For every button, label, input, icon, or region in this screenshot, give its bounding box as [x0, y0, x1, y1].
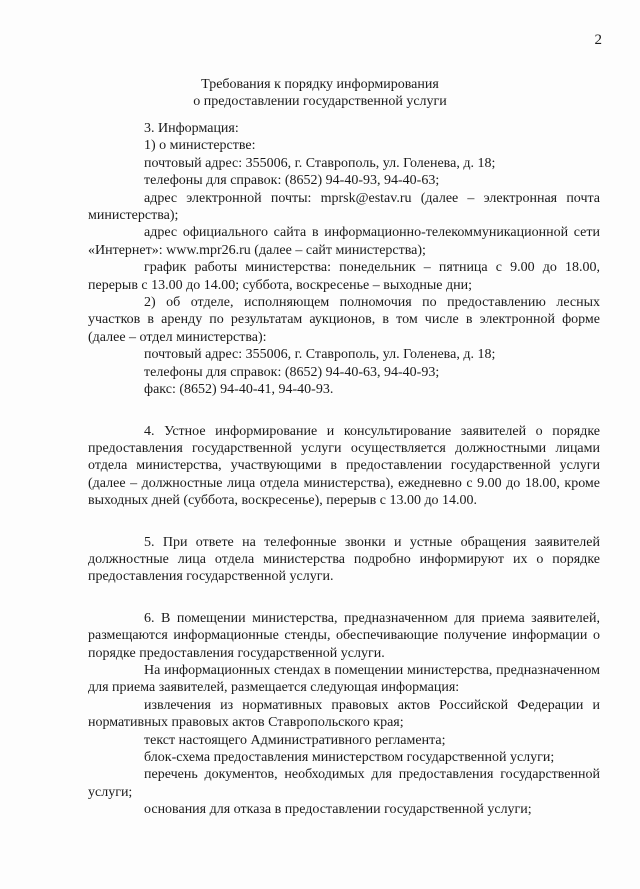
department-postal-address: почтовый адрес: 355006, г. Ставрополь, ул. Голенева, д. 18;	[144, 347, 496, 363]
stands-item-extracts: извлечения из нормативных правовых актов Российской Федерации и нормативных правовых актов Ставропольского края;	[88, 697, 600, 731]
ministry-email: адрес электронной почты: mprsk@estav.ru (далее – электронная почта министерства);	[88, 190, 600, 224]
title-line-1: Требования к порядку информирования	[201, 77, 439, 92]
ministry-phones: телефоны для справок: (8652) 94-40-93, 94-40-63;	[144, 173, 440, 189]
title-line-2: о предоставлении государственной услуги	[193, 94, 447, 109]
stands-item-regulation: текст настоящего Административного регламента;	[144, 732, 446, 748]
spacer	[88, 586, 600, 610]
stands-intro: На информационных стендах в помещении министерства, предназначенном для приема заявителей, размещается следующая информация:	[88, 662, 600, 696]
ministry-heading: 1) о министерстве:	[144, 138, 256, 154]
ministry-postal-address: почтовый адрес: 355006, г. Ставрополь, ул. Голенева, д. 18;	[144, 155, 496, 171]
section-3-heading: 3. Информация:	[144, 121, 239, 136]
section-5-paragraph: 5. При ответе на телефонные звонки и устные обращения заявителей должностные лица отдела министерства подробно информируют их о порядке предоставления государственной услуги.	[88, 534, 600, 585]
stands-item-refusal: основания для отказа в предоставлении государственной услуги;	[144, 802, 532, 818]
ministry-schedule: график работы министерства: понедельник – пятница с 9.00 до 18.00, перерыв с 13.00 до 14.00; суббота, воскресенье – выходные дни;	[88, 260, 600, 293]
spacer	[88, 510, 600, 534]
department-fax: факс: (8652) 94-40-41, 94-40-93.	[144, 382, 334, 398]
spacer	[88, 399, 600, 423]
document-body	[88, 120, 600, 819]
section-6-paragraph: 6. В помещении министерства, предназначенном для приема заявителей, размещаются информационные стенды, обеспечивающие получение информации о порядке предоставления государственной услуги.	[88, 610, 600, 661]
stands-item-documents: перечень документов, необходимых для предоставления государственной услуги;	[88, 767, 600, 800]
stands-item-flowchart: блок-схема предоставления министерством государственной услуги;	[144, 750, 555, 765]
ministry-website: адрес официального сайта в информационно-телекоммуникационной сети «Интернет»: www.mpr26.ru (далее – сайт министерства);	[88, 225, 600, 258]
department-heading: 2) об отделе, исполняющем полномочия по предоставлению лесных участков в аренду по результатам аукционов, в том числе в электронной форме (далее – отдел министерства):	[88, 295, 600, 345]
page-number: 2	[594, 32, 602, 48]
document-title	[0, 76, 640, 110]
section-4-paragraph: 4. Устное информирование и консультирование заявителей о порядке предоставления государственной услуги осуществляется должностными лицами отдела министерства, участвующими в предоставлении государственной услуги (далее – должностные лица отдела министерства), ежедневно с 9.00 до 18.00, кроме выходных дней (суббота, воскресенье), перерыв с 13.00 до 14.00.	[88, 423, 600, 509]
department-phones: телефоны для справок: (8652) 94-40-63, 94-40-93;	[144, 364, 440, 380]
